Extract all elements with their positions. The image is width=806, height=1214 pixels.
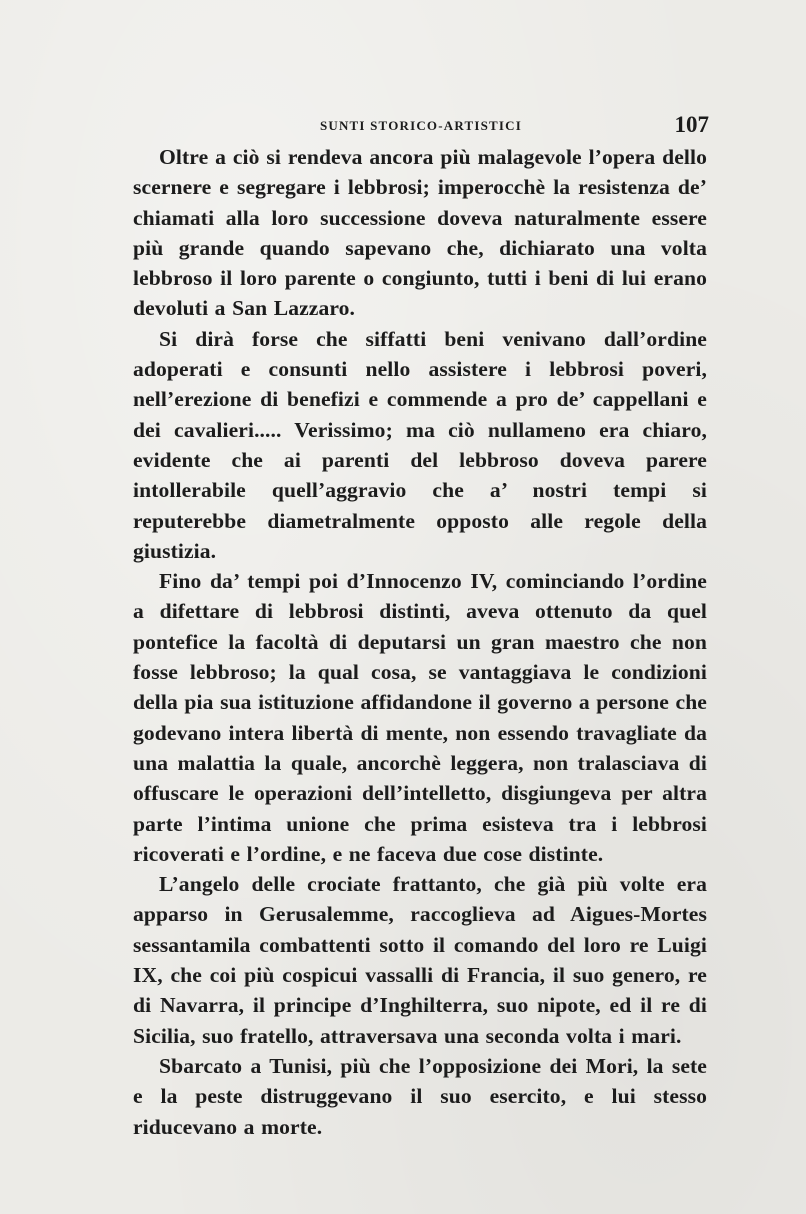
paragraph: Sbarcato a Tunisi, più che l’opposizione dei Mori, la sete e la peste distruggevano il suo esercito, e lui stesso riducevano a morte. (133, 1053, 707, 1139)
paragraph: Fino da’ tempi poi d’Innocenzo IV, cominciando l’ordine a difettare di lebbrosi distinti, aveva ottenuto da quel pontefice la facoltà di deputarsi un gran maestro che non fosse lebbroso; la qual cosa, se vantaggiava le condizioni della pia sua istituzione affidandone il governo a persone che godevano intera libertà di mente, non essendo travagliate da una malattia la quale, ancorchè leggera, non tralasciava di offuscare le operazioni dell’intelletto, disgiungeva per altra parte l’intima unione che prima esisteva tra i lebbrosi ricoverati e l’ordine, e ne faceva due cose distinte. (133, 569, 707, 866)
page-header (133, 114, 709, 140)
body-text (133, 142, 707, 1142)
paragraph: Oltre a ciò si rendeva ancora più malagevole l’opera dello scernere e segregare i lebbrosi; imperocchè la resistenza de’ chiamati alla loro successione doveva naturalmente essere più grande quando sapevano che, dichiarato una volta lebbroso il loro parente o congiunto, tutti i beni di lui erano devoluti a San Lazzaro. (133, 145, 707, 321)
paragraph: L’angelo delle crociate frattanto, che già più volte era apparso in Gerusalemme, raccoglieva ad Aigues-Mortes sessantamila combattenti sotto il comando del loro re Luigi IX, che coi più cospicui vassalli di Francia, il suo genero, re di Navarra, il principe d’Inghilterra, suo nipote, ed il re di Sicilia, suo fratello, attraversava una seconda volta i mari. (133, 872, 707, 1048)
paragraph: Si dirà forse che siffatti beni venivano dall’ordine adoperati e consunti nello assistere i lebbrosi poveri, nell’erezione di benefizi e commende a pro de’ cappellani e dei cavalieri..... Verissimo; ma ciò nullameno era chiaro, evidente che ai parenti del lebbroso doveva parere intollerabile quell’aggravio che a’ nostri tempi si reputerebbe diametralmente opposto alle regole della giustizia. (133, 326, 707, 563)
page-number: 107 (674, 112, 709, 137)
running-head: SUNTI STORICO-ARTISTICI (319, 118, 523, 133)
